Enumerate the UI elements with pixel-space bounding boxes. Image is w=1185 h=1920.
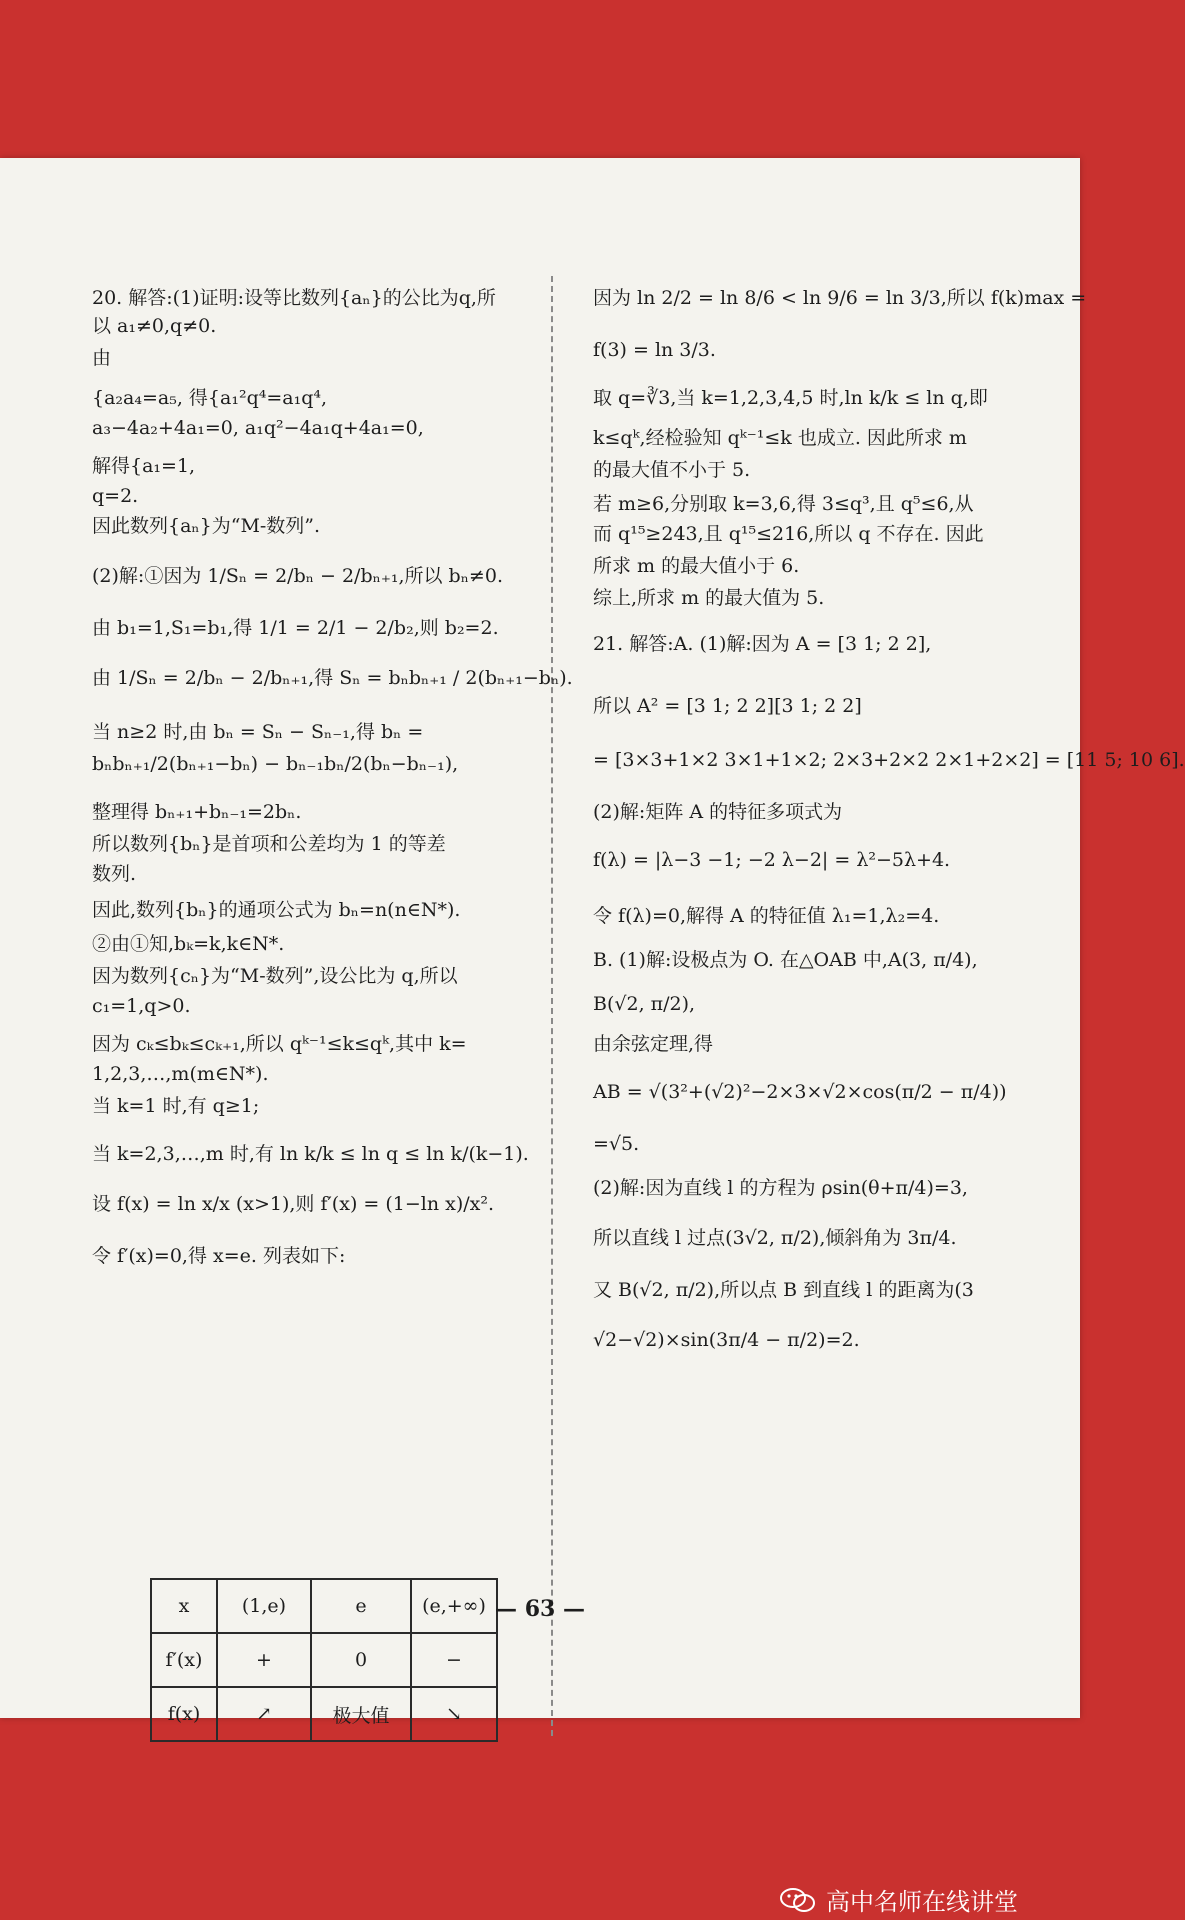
page-number: — 63 — [495,1596,585,1622]
text-line: 21. 解答:A. (1)解:因为 A = [3 1; 2 2], [593,633,932,655]
text-line: 而 q¹⁵≥243,且 q¹⁵≤216,所以 q 不存在. 因此 [593,523,984,545]
text-line: q=2. [92,485,139,507]
text-line: (2)解:①因为 1/Sₙ = 2/bₙ − 2/bₙ₊₁,所以 bₙ≠0. [92,565,503,587]
table-cell: ↗ [217,1687,311,1741]
text-line: 又 B(√2, π/2),所以点 B 到直线 l 的距离为(3 [593,1279,974,1301]
table-cell: 0 [311,1633,411,1687]
text-line: 令 f(λ)=0,解得 A 的特征值 λ₁=1,λ₂=4. [593,905,940,927]
text-line: √2−√2)×sin(3π/4 − π/2)=2. [593,1329,860,1351]
text-line: 以 a₁≠0,q≠0. [92,315,217,337]
text-line: 因此,数列{bₙ}的通项公式为 bₙ=n(n∈N*). [92,899,461,921]
text-line: 由 b₁=1,S₁=b₁,得 1/1 = 2/1 − 2/b₂,则 b₂=2. [92,617,499,639]
watermark-text: 高中名师在线讲堂 [826,1888,1018,1916]
text-line: B(√2, π/2), [593,993,696,1015]
text-line: (2)解:矩阵 A 的特征多项式为 [593,801,843,823]
table-cell: (e,+∞) [411,1579,497,1633]
text-line: 解得{a₁=1, [92,455,196,477]
text-line: 由余弦定理,得 [593,1033,714,1055]
text-line: ②由①知,bₖ=k,k∈N*. [92,933,285,955]
text-line: 综上,所求 m 的最大值为 5. [593,587,825,609]
text-line: 由 [92,347,112,369]
text-line: 令 f′(x)=0,得 x=e. 列表如下: [92,1245,346,1267]
text-line: 所求 m 的最大值小于 6. [593,555,800,577]
column-divider [551,276,553,1736]
text-line: 的最大值不小于 5. [593,459,751,481]
table-cell: x [151,1579,217,1633]
table-cell: − [411,1633,497,1687]
text-line: c₁=1,q>0. [92,995,191,1017]
table-cell: 极大值 [311,1687,411,1741]
text-line: 当 k=1 时,有 q≥1; [92,1095,260,1117]
table-cell: ↘ [411,1687,497,1741]
text-line: 所以数列{bₙ}是首项和公差均为 1 的等差 [92,833,446,855]
watermark [780,1882,1018,1917]
text-line: 当 k=2,3,…,m 时,有 ln k/k ≤ ln q ≤ ln k/(k−1). [92,1143,529,1165]
text-line: 所以 A² = [3 1; 2 2][3 1; 2 2] [593,695,862,717]
table-cell: (1,e) [217,1579,311,1633]
text-line: 因为 ln 2/2 = ln 8/6 < ln 9/6 = ln 3/3,所以 f(k)max = [593,287,1087,309]
text-line: =√5. [593,1133,640,1155]
text-line: 整理得 bₙ₊₁+bₙ₋₁=2bₙ. [92,801,302,823]
table-row [151,1633,497,1687]
text-line: 数列. [92,863,137,885]
text-line: 因为 cₖ≤bₖ≤cₖ₊₁,所以 qᵏ⁻¹≤k≤qᵏ,其中 k= [92,1033,467,1055]
text-line: B. (1)解:设极点为 O. 在△OAB 中,A(3, π/4), [593,949,978,971]
text-line: 因为数列{cₙ}为“M-数列”,设公比为 q,所以 [92,965,458,987]
text-line: f(λ) = |λ−3 −1; −2 λ−2| = λ²−5λ+4. [593,849,951,871]
text-line: k≤qᵏ,经检验知 qᵏ⁻¹≤k 也成立. 因此所求 m [593,427,967,449]
table-row [151,1687,497,1741]
text-line: 1,2,3,…,m(m∈N*). [92,1063,269,1085]
text-line: (2)解:因为直线 l 的方程为 ρsin(θ+π/4)=3, [593,1177,968,1199]
text-line: 由 1/Sₙ = 2/bₙ − 2/bₙ₊₁,得 Sₙ = bₙbₙ₊₁ / 2(bₙ₊₁−bₙ). [92,667,573,689]
text-line: 若 m≥6,分别取 k=3,6,得 3≤q³,且 q⁵≤6,从 [593,493,974,515]
table-cell: f′(x) [151,1633,217,1687]
text-line: 取 q=∛3,当 k=1,2,3,4,5 时,ln k/k ≤ ln q,即 [593,387,988,409]
text-line: f(3) = ln 3/3. [593,339,716,361]
text-line: 因此数列{aₙ}为“M-数列”. [92,515,321,537]
text-line: {a₂a₄=a₅, 得{a₁²q⁴=a₁q⁴, [92,387,328,409]
text-line: 所以直线 l 过点(3√2, π/2),倾斜角为 3π/4. [593,1227,957,1249]
table-cell: f(x) [151,1687,217,1741]
text-line: 设 f(x) = ln x/x (x>1),则 f′(x) = (1−ln x)/x². [92,1193,495,1215]
text-line: bₙbₙ₊₁/2(bₙ₊₁−bₙ) − bₙ₋₁bₙ/2(bₙ−bₙ₋₁), [92,753,459,775]
text-line: 当 n≥2 时,由 bₙ = Sₙ − Sₙ₋₁,得 bₙ = [92,721,424,743]
text-line: a₃−4a₂+4a₁=0, a₁q²−4a₁q+4a₁=0, [92,417,424,439]
text-line: = [3×3+1×2 3×1+1×2; 2×3+2×2 2×1+2×2] = [11 5; 10 6]. [593,749,1185,771]
table-cell: e [311,1579,411,1633]
wechat-icon [780,1887,816,1913]
book-page [0,158,1185,1727]
text-line: AB = √(3²+(√2)²−2×3×√2×cos(π/2 − π/4)) [593,1081,1007,1103]
text-line: 20. 解答:(1)证明:设等比数列{aₙ}的公比为q,所 [92,287,496,309]
table-cell: + [217,1633,311,1687]
